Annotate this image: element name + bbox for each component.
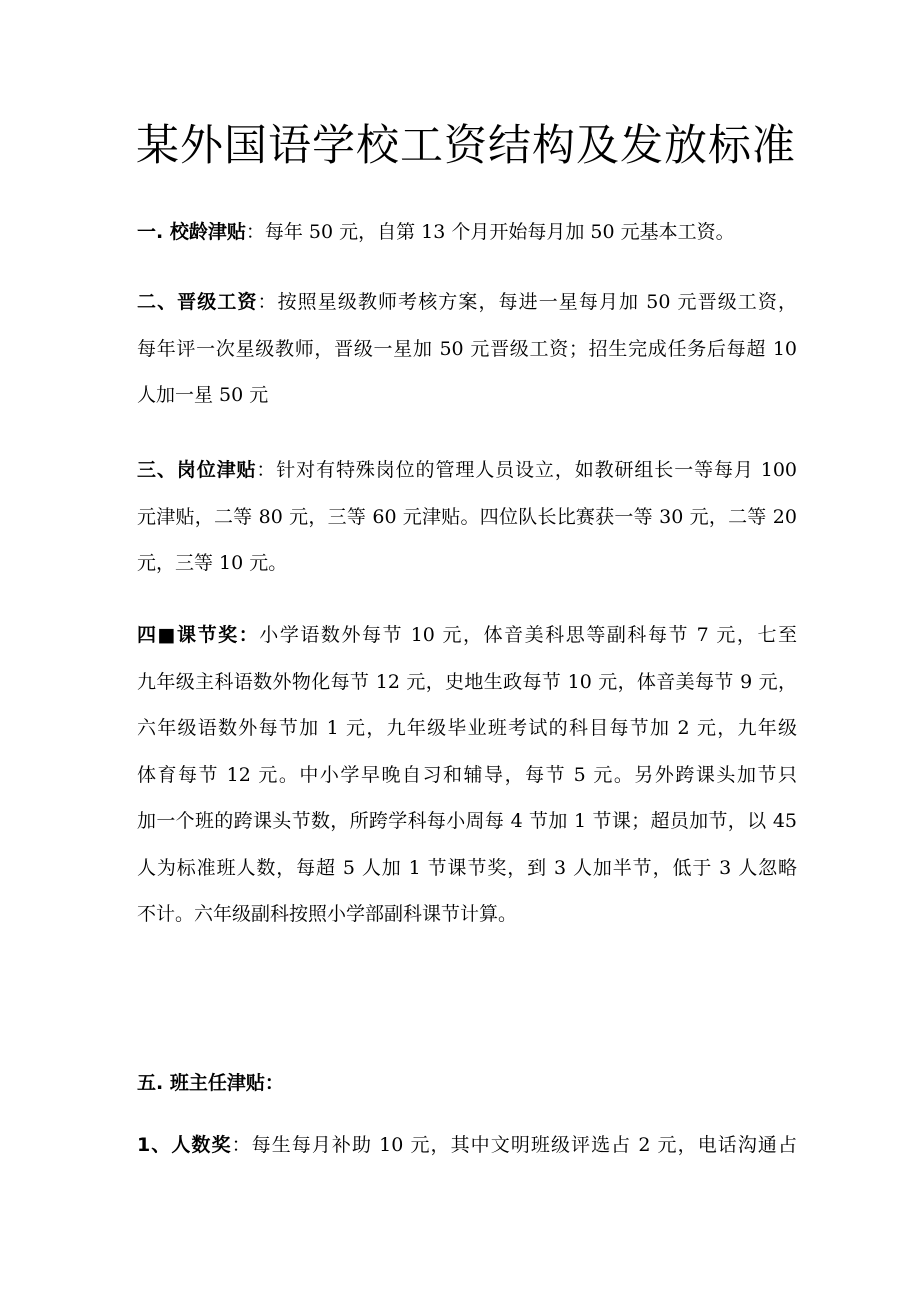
paragraph-line: 元，三等 10 元。 — [137, 552, 288, 574]
paragraph-line: 九年级主科语数外物化每节 12 元，史地生政每节 10 元，体音美每节 9 元， — [137, 670, 797, 693]
section-seniority-allowance — [137, 209, 797, 256]
paragraph-line: 每年评一次星级教师，晋级一星加 50 元晋级工资；招生完成任务后每超 10 — [137, 337, 797, 360]
section-heading: 三、岗位津贴 — [137, 459, 257, 481]
paragraph-line: 不计。六年级副科按照小学部副科课节计算。 — [137, 903, 518, 925]
section-text: ：每生每月补助 10 元，其中文明班级评选占 2 元，电话沟通占 — [231, 1134, 797, 1156]
paragraph-line — [137, 1060, 797, 1107]
document-title: 某外国语学校工资结构及发放标准 — [136, 121, 796, 171]
section-headcount-bonus — [137, 1122, 797, 1169]
paragraph-line: 元津贴，二等 80 元，三等 60 元津贴。四位队长比赛获一等 30 元，二等 20 — [137, 505, 797, 528]
paragraph-line: 加一个班的跨课头节数，所跨学科每小周每 4 节加 1 节课；超员加节，以 45 — [137, 810, 797, 832]
paragraph-line: 六年级语数外每节加 1 元，九年级毕业班考试的科目每节加 2 元，九年级 — [137, 717, 797, 739]
paragraph-line — [137, 447, 797, 494]
paragraph-line: 人加一星 50 元 — [137, 384, 269, 406]
section-position-allowance — [137, 447, 797, 587]
section-class-teacher-allowance — [137, 1060, 797, 1107]
paragraph-line — [137, 1122, 797, 1169]
section-text: 小学语数外每节 10 元，体音美科思等副科每节 7 元，七至 — [259, 624, 797, 646]
paragraph-line — [137, 279, 797, 326]
paragraph-line: 人为标准班人数，每超 5 人加 1 节课节奖，到 3 人加半节，低于 3 人忽略 — [137, 856, 797, 879]
section-heading: 1、人数奖 — [137, 1134, 232, 1156]
section-heading: 四■课节奖： — [137, 624, 260, 646]
section-promotion-salary — [137, 279, 797, 419]
section-text: ：每年 50 元，自第 13 个月开始每月加 50 元基本工资。 — [245, 221, 735, 243]
section-heading: 二、晋级工资 — [137, 291, 258, 313]
section-text: ：针对有特殊岗位的管理人员设立，如教研组长一等每月 100 — [256, 459, 797, 481]
section-heading: 五. 班主任津贴： — [137, 1072, 284, 1094]
paragraph-line — [137, 209, 797, 256]
section-lesson-bonus — [137, 612, 797, 938]
section-heading: 一. 校龄津贴 — [137, 221, 246, 243]
paragraph-line — [137, 612, 797, 659]
section-text: ：按照星级教师考核方案，每进一星每月加 50 元晋级工资， — [257, 291, 797, 313]
paragraph-line: 体育每节 12 元。中小学早晚自习和辅导，每节 5 元。另外跨课头加节只 — [137, 763, 797, 786]
